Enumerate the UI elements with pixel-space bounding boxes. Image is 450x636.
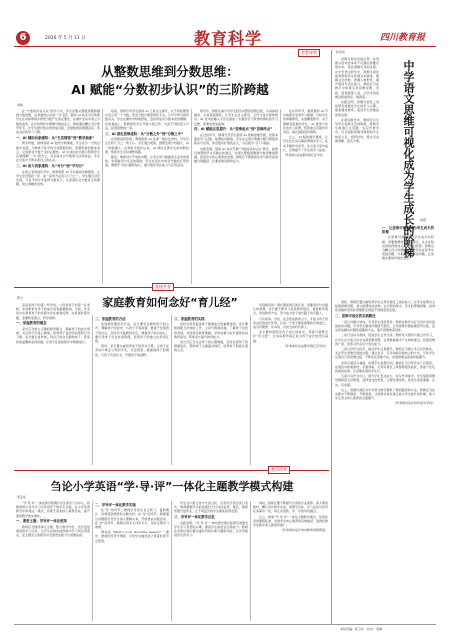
article1-byline: 刘敏 xyxy=(17,103,24,107)
column-divider xyxy=(331,50,332,625)
article4-column-1: “学·导·评”一体化教学强调以学生的学习为中心，将教师的引导与学习评价贯穿于教学全过程。在小学英语教学中构建这一模式，有助于落实核心素养目标，提升课堂教学的实效性。 一、课堂主题：学导评一体化框架 教师应当围绕单元主题，整合教学内容，设计层层递进的学习任务，让学生在真实的语境中学习和运用语言，在主题意义的探究中发展语言能力与思维品质。 xyxy=(16,501,90,538)
article2-column-2: 一、让思维可视化成为学生成长的阶梯 让思维可视化成为学生成长的阶梯，需要教师转变教学观念，从关注知识的传授转向关注思维的培养。教师应当精心设计问题链，引导学生在思考中发现问题、分析问题、解决问题，让思维在课堂中真实发生。 xyxy=(382,225,434,261)
column-divider xyxy=(171,315,172,465)
issue-date: 2026 年 5 月 11 日 xyxy=(45,36,86,41)
article4-column-3: 学生在小组合作中交流讨论，运用所学语言进行表达，教师根据学生的表现给予针对性指导。课后，教师布置分层作业，让不同层次的学生都能获得发展。 三、学导评一体化教学反思 实践表明，“学·导·评”一体化教学模式能够有效激发学生学习英语的兴趣，提高学生的语言运用能力。教师在实施过程中要注重评价的诊断与激励功能，让评价促进学生的学习。 xyxy=(174,501,248,538)
article3-column-1: 家庭是孩子的第一所学校，父母是孩子的第一任老师。家庭教育对孩子的成长具有重要影响。当前，许多家长在教育孩子的过程中存在重智轻德、过度保护等问题，需要转变观念，科学施教。 一、家庭教育的理念 家长应当树立正确的教育理念，尊重孩子的成长规律，关注孩子的身心健康，培养孩子良好的品德和行为习惯。家长要以身作则，用自己的言行影响孩子，营造和谐温馨的家庭氛围，让孩子在爱的陪伴中健康成长。 xyxy=(16,303,90,344)
article2-column-tag: 新视角 xyxy=(336,50,346,54)
article2-column-1: 思维可视化是指运用一系列图示技术把本来不可视的思维呈现出来，使其清晰可见的过程。在中学语文教学中，思维可视化能够帮助学生梳理文本脉络、理解文章结构、把握人物形象，提升阅读与表达能力。教师应当在教学中积极运用思维导图、表格、流程图等工具，让学生的思维过程看得见、摸得着。 实践证明，思维可视化工具能够有效激发学生的学习兴趣，提高课堂效率，促进学生思维品质的发展。 在阅读教学中，教师可以引导学生绘制文章结构图，帮助学生厘清行文思路；在写作教学中，可以借助思维导图帮助学生构思立意、组织材料，使文章条理清晰、层次分明。 xyxy=(335,57,379,143)
masthead-rule xyxy=(14,46,436,47)
section-title: 教育科学 xyxy=(193,29,262,48)
column-divider xyxy=(280,109,281,284)
article2-title: 中学语文思维可视化成为学生成长的阶梯 xyxy=(402,60,415,258)
column-divider xyxy=(171,501,172,621)
article3-title: 家庭教育如何念好“育儿经” xyxy=(102,296,238,309)
article1-title-line2: AI 赋能“分数初步认识”的三阶跨越 xyxy=(71,82,269,97)
article1-column-3: 教学中，教师注重引导学生经历完整的思维过程，从具体到抽象，从直观到理性，让学生在自主探究、合作交流中建构知识。AI 技术的融入为学生提供了丰富的学习资源和即时的学习反馈，使课堂更加高效。 四、AI 赋能反思提升：从“思维起点”到“思维终点” 在总结环节，教师引导学生借助 AI 绘制思维导图，回顾本课的学习过程，梳理知识脉络。学生在反思中明确分数与整数的联系与区别，体会数系扩展的意义，为后续学习打下基础。 实践表明，借助 AI 技术开展“分数的初步认识”教学，能够有效帮助学生突破认知难点，实现从整数思维到分数思维的跨越，促进学生核心素养的发展。教师应不断探索技术与教学深度融合的路径，让课堂焕发新的活力。 xyxy=(194,109,278,164)
column-divider xyxy=(250,501,251,621)
footer-editor-credit: 本版责编：陈卫东 校对：刘琳 xyxy=(340,627,383,631)
article1-column-2: 接着，教师引导学生借助 AI 工具自主探究，在不同的图形中表示同一个分数，感受分数与图形形状无关，只与平均分的份数有关。学生在操作中积累经验，逐步形成对分数本质的理解。在此基础上，教师组织学生开展小组合作，交流不同的表示方法，拓展思维的广度。 三、AI 深化思维进阶：从“分数之外”到“分数之中” 在思维进阶阶段，教师借助 AI 呈现一组对比材料，引导学生比较几分之一的大小。学生通过观察、推理发现分母越大，每一份就越小，在辨析中深化认识。AI 即时反馈学生的判断结果，帮助学生及时调整思路。 随后，教师设计开放性问题，让学生用分数描述生活中的现象，实现数学与生活的联结。学生在表达中体会分数的应用价值，增强学习的兴趣和信心，提升数学表达能力与应用意识。 xyxy=(105,109,189,168)
article3-column-tag: 家校共育 xyxy=(152,283,174,291)
column-divider xyxy=(92,501,93,621)
article4-title: 刍论小学英语“学·导·评”一体化主题教学模式构建 xyxy=(50,480,294,493)
article1-column-1: 在“分数的初步认识”的学习中，学生需要从整数思维跨越到分数思维，这是数的认识的一次飞跃。借助 AI 技术可以帮助学生在具体情境中感悟分数产生的必要性，在操作活动中建立分数的表象，在比较辨析中理解分数的意义。教师通过精心设计教学环节，让学生经历知识的形成过程，发展数感和推理意识，形成良好的学习习惯。 一、AI 辅助具象感知：从“生活情境”到“数学抽象” 教学伊始，教师借助 AI 创设分物情境，学生在分一分的过程中发现，当物体不能平均分成整数份时，需要用新的数来表示，从而感受分数产生的必要性。AI 生成的动态图示帮助学生直观理解“一半”的含义，并初步认识分数的写法和读法。学生在交流中不断完善自己的认识。 二、AI 助力表象建构：从“对分”到“平均分” 在建立表象的环节中，教师利用 AI 平台提供多种图形，让学生尝试用折一折、涂一涂的方法表示几分之一。学生通过对比发现，只有平均分才能用分数表示，从而深化对分数意义的理解，建立清晰的表象。 xyxy=(16,109,100,187)
brand-logo: 四川教育报 xyxy=(380,33,426,43)
article2-column-3: 同时，教师还要注重培养学生运用可视化工具的能力，让学生能够自主绘制思维导图，独立梳理知识结构。在长期训练中，学生的逻辑思维、批判性思维和创造性思维都会得到不同程度的发展。 二、思维可视化的实践路径 一是以问题为导向，引导学生深度思考。教师在教学中应当设计具有挑战性的问题，引导学生围绕问题展开探究，运用思维导图梳理思考过程，逐步形成解决问题的思路和方法，提升思维的深刻性。 二是以活动为载体，促进学生合作交流。教师可以组织小组合作学习，让学生在交流讨论中完善思维导图，在思维碰撞中产生新的观点，拓展思维的广度，培养合作意识与表达能力。 三是以评价为抓手，推动学生反思提升。教师应当建立多元评价体系，关注学生思维发展的过程，通过自评、互评和师评相结合的方式，引导学生反思自己的思维过程，不断优化思维方法，实现思维品质的持续提升。 四是以阅读为基础，拓展学生思维空间。教师应当引导学生广泛阅读，在阅读中积累素材、丰富体验，运用可视化工具整理阅读收获，形成个性化的阅读成果，让思维在阅读中生长。 五是以写作为出口，提升学生表达能力。在写作训练中，学生借助思维导图构思文章框架，选择恰当的材料，合理安排结构，使表达更加准确、生动、有条理。 总之，思维可视化为中学语文教学提供了新的路径和方法，教师应当在实践中不断探索、不断创新，让思维可视化真正成为学生成长的阶梯，助力学生语文核心素养的全面提升。 （作者单位系泸州市某中学校） xyxy=(335,300,435,406)
column-divider xyxy=(92,315,93,465)
article3-byline: 陈宁 xyxy=(17,296,24,300)
article1-title-line1: 从整数思维到分数思维： xyxy=(101,64,239,79)
article2-byline: 杨霞 xyxy=(420,218,427,222)
article3-column-2: 二、家庭教育的方法 家庭教育要讲究方法。家长要学会倾听孩子的心声，理解孩子的需求，与孩子平等沟通；要善于发现孩子的优点，及时给予鼓励和肯定，增强孩子的自信心；要引导孩子学会自我管理，培养孩子的独立性和责任感。 同时，家长要注重培养孩子的劳动习惯，让孩子在劳动中体会父母的辛劳，学会感恩；要重视孩子的阅读，与孩子共读好书，开阔孩子的视野。 xyxy=(95,316,169,357)
column-divider xyxy=(102,109,103,284)
footer-rule xyxy=(14,624,436,625)
article3-column-3: 三、家庭教育的实践 家校共育是促进孩子健康成长的重要途径。家长要积极配合学校的工作，主动与教师沟通，了解孩子在校的表现，共同商讨教育策略。学校也要为家长提供家庭教育指导，帮助家长提升教育能力。 家长还应当关注孩子的心理健康，及时发现孩子的情绪变化，帮助孩子正确面对挫折，培养孩子积极乐观的心态。 xyxy=(174,316,248,353)
page-number-badge: 6 xyxy=(16,31,30,45)
column-divider xyxy=(250,315,251,465)
article3-column-4: 家庭教育是一项长期而艰巨的任务，需要家长付出耐心和智慧。家长要不断学习家庭教育知识，更新教育观念，改进教育方法，努力成为孩子成长路上的引路人。 只有家庭、学校、社会形成教育合力，才能为孩子营造良好的成长环境，让每一个孩子都能健康快乐地成长，成为有理想、有本领、有担当的时代新人。 家长要珍惜陪伴孩子成长的时光，用爱与智慧念好“育儿经”，让家庭教育真正成为孩子成长的坚实基础。 （作者单位系成都市锦江区学校） xyxy=(253,303,328,348)
article4-column-tag: 教学改革 xyxy=(268,466,290,474)
article4-column-2: 二、学导评一体化教学实施 在“学”的环节，教师引导学生自主预习，借助图片、音频等资源感知主题内容；在“导”的环节，教师通过问题链引导学生深入理解文本，开展语言实践活动；在“评”的环节，教师运用多元评价方式，及时反馈学习效果。 例如在 What's your favourite season? 一课中，教师创设季节情境，引导学生描述自己喜爱的季节及原因。 xyxy=(95,502,169,543)
article1-column-4: 在评价环节，教师借助 AI 平台收集学生的学习数据，分析学生的掌握情况，实施精准教学。对于理解有困难的学生，AI 推送个性化的学习资源，帮助他们巩固所学内容，真正做到因材施教。 总之，AI 赋能数学课堂，让学生在生动有趣的情境中学习，在动手操作中思考，在交流分享中成长，有效提升了学生的学习品质。 （作者单位系成都市锦江区学校） xyxy=(283,109,328,158)
article1-column-tag: 智慧课堂 xyxy=(298,49,320,57)
column-divider xyxy=(191,109,192,284)
article4-byline: 黄亚东 xyxy=(17,495,27,499)
article4-column-4: 同时，教师还要不断提升自身的专业素养，深入研读教材，精心设计教学活动，使教学目标、学习活动与评价任务保持一致，真正实现教、学、评的有机融合。 总之，构建“学·导·评”一体化主题教学模式，是落实英语课程标准、发展学生核心素养的有效途径，值得在教学实践中深入探索和推广。 （作者单位系泸州市教育局教研室） xyxy=(253,501,328,533)
